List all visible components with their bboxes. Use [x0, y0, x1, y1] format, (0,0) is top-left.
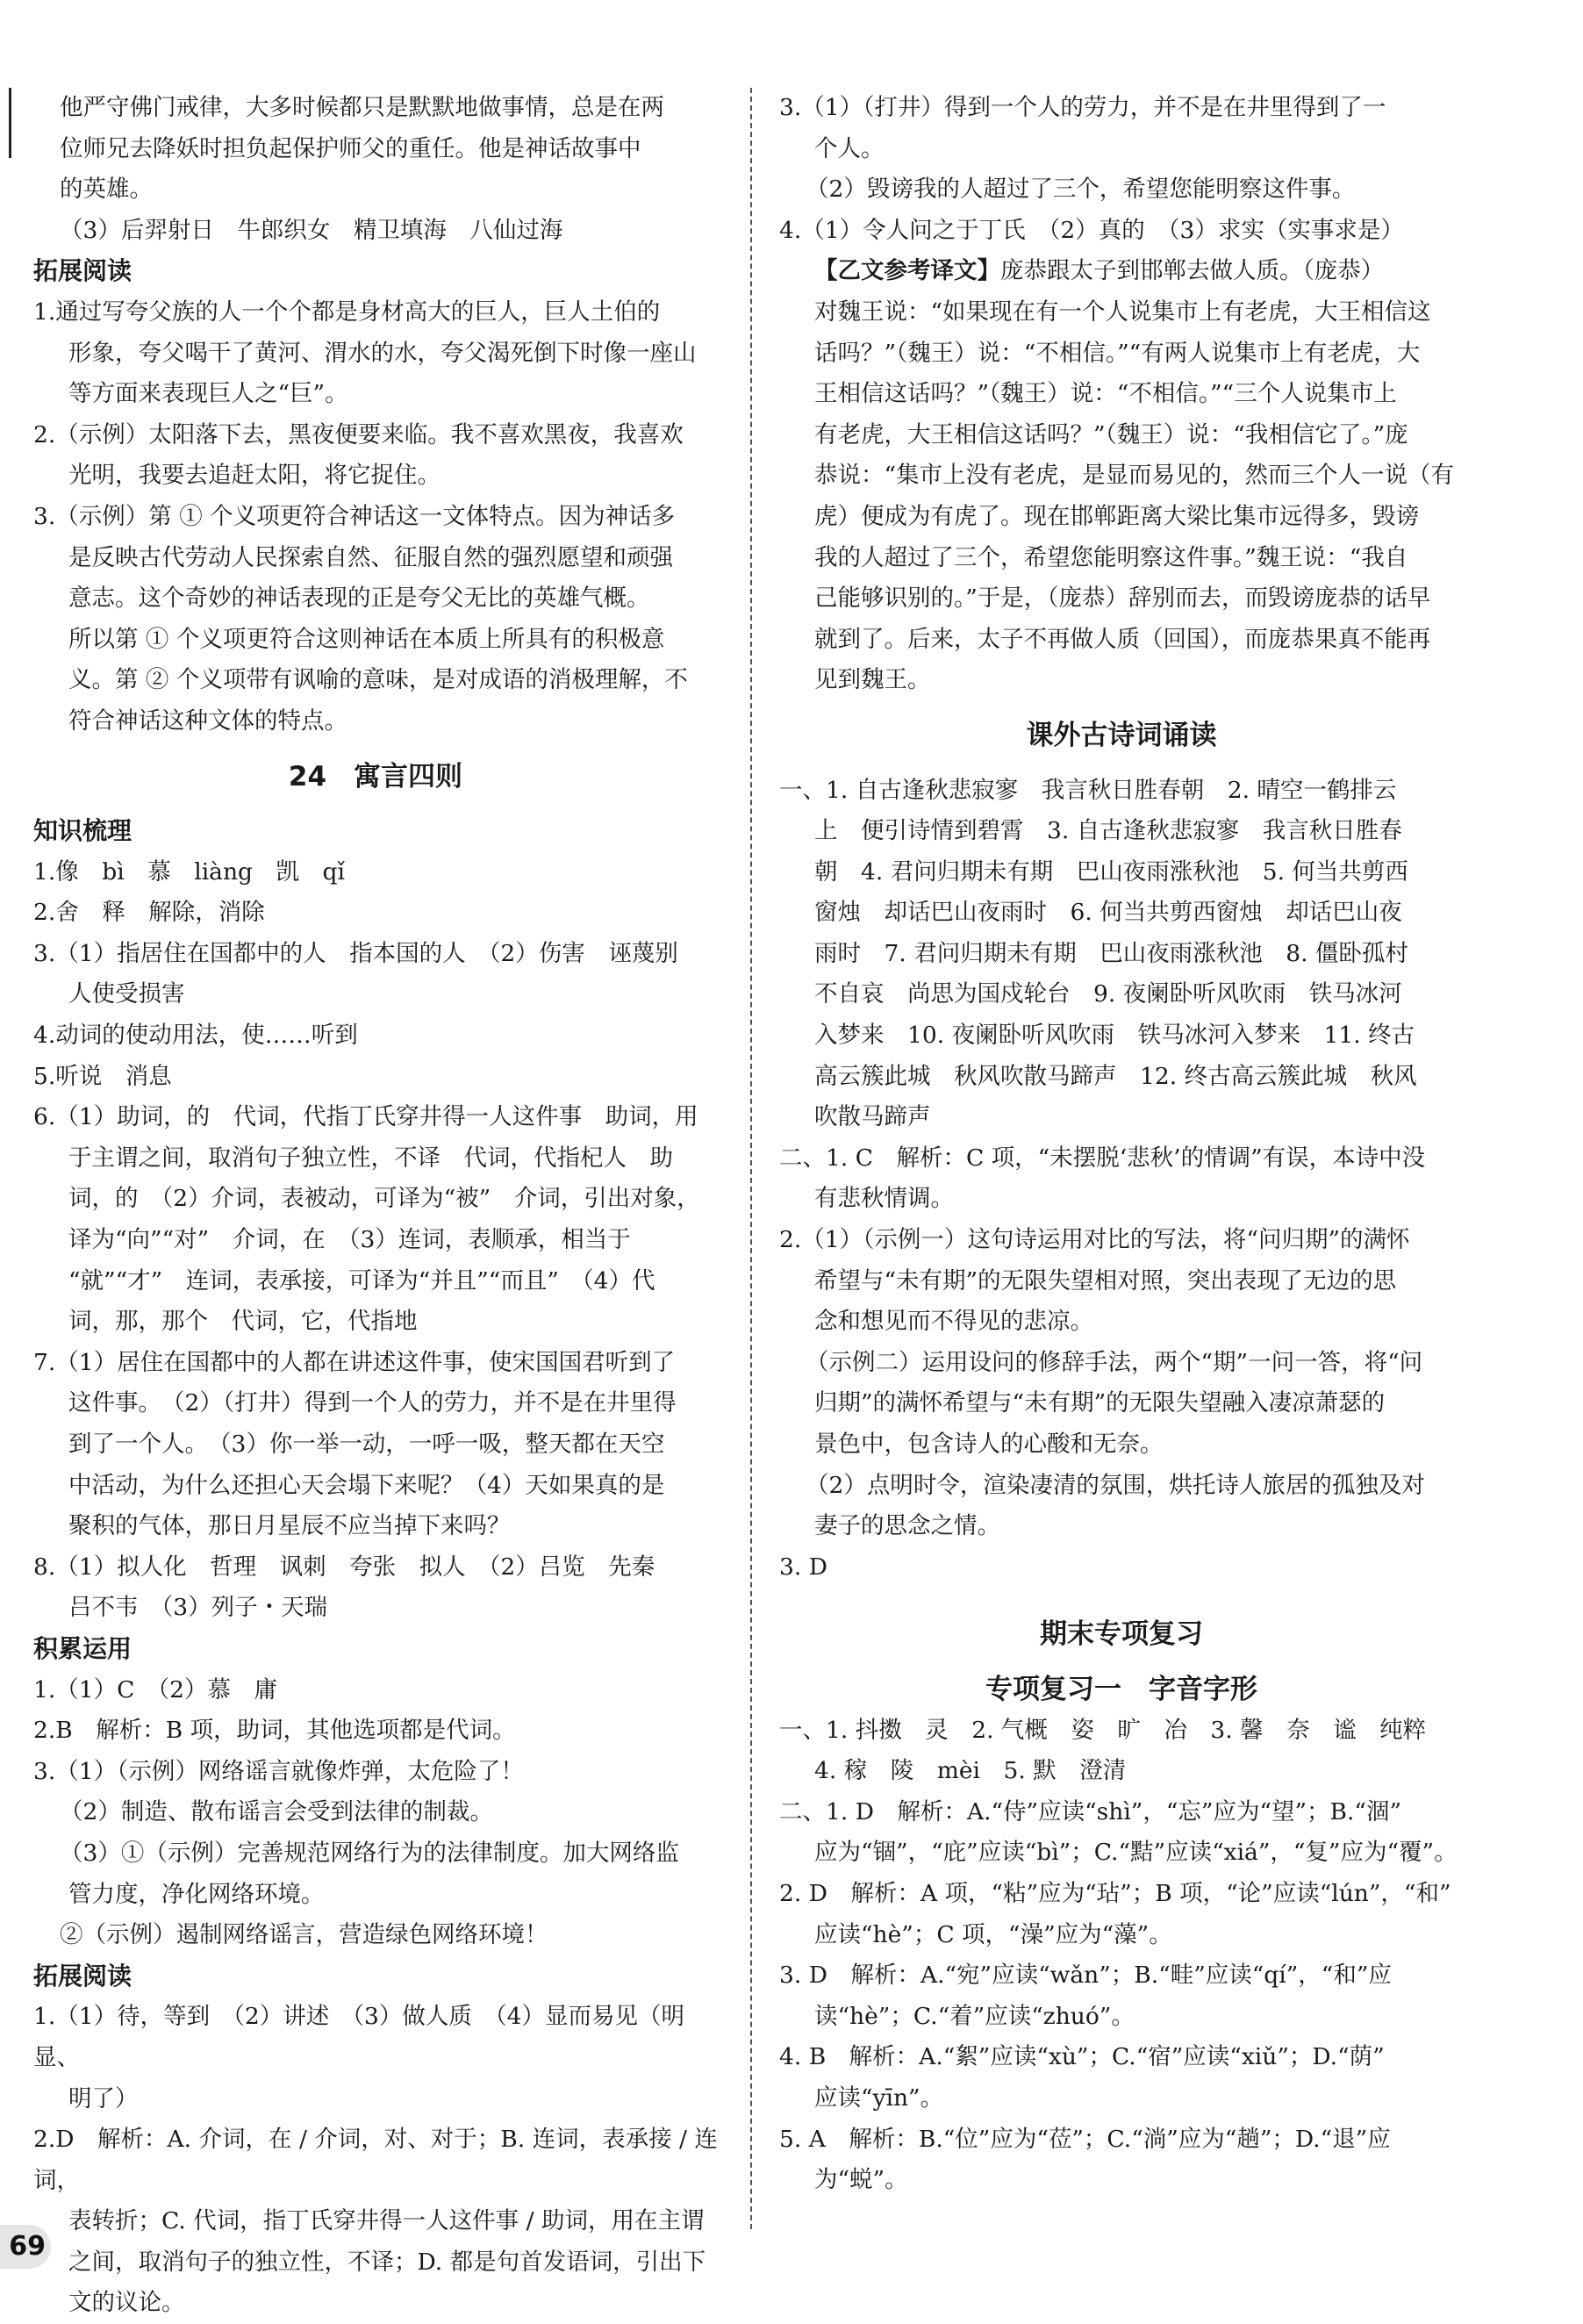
text-line: 2.B 解析：B 项，助词，其他选项都是代词。 — [33, 1717, 516, 1745]
text-line: 应读“yīn”。 — [814, 2084, 944, 2112]
text-line: 3.（1）（示例）网络谣言就像炸弹，太危险了！ — [33, 1757, 524, 1785]
text-line: 希望与“未有期”的无限失望相对照，突出表现了无边的思 — [814, 1266, 1397, 1295]
text-line: 窗烛 却话巴山夜雨时 6. 何当共剪西窗烛 却话巴山夜 — [814, 899, 1402, 927]
text-line: 恭说：“集市上没有老虎，是显而易见的，然而三个人一说（有 — [814, 462, 1455, 490]
text-line: 入梦来 10. 夜阑卧听风吹雨 铁马冰河入梦来 11. 终古 — [814, 1022, 1415, 1050]
binding-edge-mark — [9, 88, 11, 158]
text-line: 4. 稼 陵 mèi 5. 默 澄清 — [814, 1757, 1127, 1785]
text-line: 6.（1）助词，的 代词，代指丁氏穿井得一人这件事 助词，用 — [33, 1103, 698, 1131]
text-line: 应为“锢”，“庇”应读“bì”；C.“黠”应读“xiá”，“复”应为“覆”。 — [814, 1839, 1458, 1867]
section-heading-zhishi: 知识梳理 — [33, 816, 133, 846]
text-line: 上 便引诗情到碧霄 3. 自古逢秋悲寂寥 我言秋日胜春 — [814, 817, 1402, 845]
text-line: （示例二）运用设问的修辞手法，两个“期”一问一答，将“问 — [806, 1348, 1423, 1376]
text-line: 二、1. C 解析：C 项，“未摆脱‘悲秋’的情调”有误，本诗中没 — [779, 1144, 1426, 1172]
poetry-section-title: 课外古诗词诵读 — [1026, 719, 1217, 751]
column-divider — [750, 88, 752, 2229]
text-line: 7.（1）居住在国都中的人都在讲述这件事，使宋国国君听到了 — [33, 1348, 676, 1376]
text-line: 3. D 解析：A.“宛”应读“wǎn”；B.“畦”应读“qí”，“和”应 — [779, 1962, 1392, 1990]
text-line: 中活动，为什么还担心天会塌下来呢？（4）天如果真的是 — [68, 1471, 665, 1499]
text-line: 人使受损害 — [68, 980, 185, 1008]
text-line: 归期”的满怀希望与“未有期”的无限失望融入凄凉萧瑟的 — [814, 1389, 1386, 1417]
text-line: 1.（1）C （2）慕 庸 — [33, 1675, 278, 1704]
left-column — [33, 88, 718, 2324]
text-line: 3.（1）（打井）得到一个人的劳力，并不是在井里得到了一 — [779, 94, 1386, 121]
text-line: 虎）便成为有虎了。现在邯郸距离大梁比集市远得多，毁谤 — [814, 502, 1419, 530]
text-line: 3. D — [779, 1553, 827, 1581]
text-line: 到了一个人。 （3）你一举一动，一呼一吸，整天都在天空 — [68, 1431, 665, 1458]
section-heading-tuozhan-2: 拓展阅读 — [33, 1961, 133, 1990]
section-heading-tuozhan: 拓展阅读 — [33, 256, 133, 286]
text-line: ②（示例）遏制网络谣言，营造绿色网络环境！ — [60, 1921, 548, 1949]
text-line: 有悲秋情调。 — [814, 1185, 954, 1213]
text-line: 对魏王说：“如果现在有一个人说集市上有老虎，大王相信这 — [814, 298, 1431, 326]
text-line: 景色中，包含诗人的心酸和无奈。 — [814, 1431, 1164, 1458]
text-line: 念和想见而不得见的悲凉。 — [814, 1308, 1093, 1336]
text-line: 妻子的思念之情。 — [814, 1512, 1000, 1540]
text-line: 2.D 解析：A. 介词，在 / 介词，对、对于；B. 连词，表承接 / 连词， — [33, 2126, 718, 2194]
review-title: 期末专项复习 — [1040, 1618, 1203, 1651]
text-line: 有老虎，大王相信这话吗？”（魏王）说：“我相信它了。”庞 — [814, 420, 1408, 448]
text-line: 明了） — [68, 2084, 139, 2112]
text-line: 词，那，那个 代词，它，代指地 — [68, 1308, 418, 1336]
text-line: 雨时 7. 君问归期未有期 巴山夜雨涨秋池 8. 僵卧孤村 — [814, 939, 1408, 967]
text-line: （3）①（示例）完善规范网络行为的法律制度。加大网络监 — [60, 1839, 679, 1867]
section-heading-jilei: 积累运用 — [33, 1633, 133, 1663]
text-line: 这件事。 （2）（打井）得到一个人的劳力，并不是在井里得 — [68, 1389, 677, 1417]
text-line: 的英雄。 — [60, 176, 153, 204]
text-line: 吕不韦 （3）列子・天瑞 — [68, 1594, 328, 1622]
text-line: 义。第 ② 个义项带有讽喻的意味，是对成语的消极理解，不 — [68, 666, 688, 694]
text-line: 就到了。后来，太子不再做人质（回国），而庞恭果真不能再 — [814, 625, 1431, 653]
text-line: 2. D 解析：A 项，“粘”应为“玷”；B 项，“论”应读“lún”，“和” — [779, 1879, 1451, 1907]
text-line: 意志。这个奇妙的神话表现的正是夸父无比的英雄气概。 — [68, 585, 650, 613]
text-line: （2）制造、散布谣言会受到法律的制裁。 — [60, 1798, 493, 1826]
text-line: （2）点明时令，渲染凄清的氛围，烘托诗人旅居的孤独及对 — [806, 1471, 1425, 1499]
right-column — [779, 88, 1464, 2201]
text-line: 符合神话这种文体的特点。 — [68, 707, 347, 735]
text-line: 5.听说 消息 — [33, 1062, 172, 1090]
text-line: 于主谓之间，取消句子独立性，不译 代词，代指杞人 助 — [68, 1144, 673, 1172]
translation-label: 【乙文参考译文】 — [814, 257, 1000, 285]
text-line: 2.（示例）太阳落下去，黑夜便要来临。我不喜欢黑夜，我喜欢 — [33, 420, 684, 448]
text-line: 位师兄去降妖时担负起保护师父的重任。他是神话故事中 — [60, 134, 641, 162]
text-line: 4. B 解析：A.“絮”应读“xù”；C.“宿”应读“xiǔ”；D.“荫” — [779, 2043, 1385, 2071]
text-line: 光明，我要去追赶太阳，将它捉住。 — [68, 462, 441, 490]
text-line — [779, 251, 1464, 292]
review-subtitle: 专项复习一 字音字形 — [985, 1673, 1257, 1705]
text-line: “就”“才” 连词，表承接，可译为“并且”“而且” （4）代 — [68, 1266, 655, 1295]
text-line: 二、1. D 解析：A.“侍”应读“shì”，“忘”应为“望”；B.“涸” — [779, 1797, 1402, 1825]
translation-text: 庞恭跟太子到邯郸去做人质。（庞恭） — [1000, 257, 1385, 285]
text-line: 4.（1）令人问之于丁氏 （2）真的 （3）求实（实事求是） — [779, 216, 1404, 244]
text-line: 他严守佛门戒律，大多时候都只是默默地做事情，总是在两 — [60, 94, 664, 121]
text-line: 8.（1）拟人化 哲理 讽刺 夸张 拟人 （2）吕览 先秦 — [33, 1553, 655, 1581]
text-line: 词，的 （2）介词，表被动，可译为“被” 介词，引出对象， — [68, 1185, 700, 1213]
text-line: 5. A 解析：B.“位”应为“莅”；C.“淌”应为“趟”；D.“退”应 — [779, 2125, 1391, 2153]
text-line: 见到魏王。 — [814, 666, 931, 694]
text-line: 朝 4. 君问归期未有期 巴山夜雨涨秋池 5. 何当共剪西 — [814, 857, 1408, 886]
text-line: 1.像 bì 慕 liàng 凯 qǐ — [33, 857, 345, 886]
text-line: 王相信这话吗？”（魏王）说：“不相信。”“三个人说集市上 — [814, 380, 1397, 408]
text-line: 1.（1）待，等到 （2）讲述 （3）做人质 （4）显而易见（明显、 — [33, 2003, 684, 2071]
text-line: 2.舍 释 解除，消除 — [33, 899, 265, 927]
text-line: 等方面来表现巨人之“巨”。 — [68, 380, 348, 408]
text-line: 一、1. 自古逢秋悲寂寥 我言秋日胜春朝 2. 晴空一鹤排云 — [779, 776, 1397, 804]
text-line: 个人。 — [814, 134, 885, 162]
text-line: 高云簇此城 秋风吹散马蹄声 12. 终古高云簇此城 秋风 — [814, 1062, 1417, 1090]
text-line: 不自哀 尚思为国戍轮台 9. 夜阑卧听风吹雨 铁马冰河 — [814, 980, 1402, 1008]
text-line: 所以第 ① 个义项更符合这则神话在本质上所具有的积极意 — [68, 625, 665, 653]
text-line: （2）毁谤我的人超过了三个，希望您能明察这件事。 — [806, 176, 1356, 204]
text-line: 管力度，净化网络环境。 — [68, 1880, 325, 1908]
text-line: 文的议论。 — [68, 2289, 185, 2317]
text-line: 2.（1）（示例一）这句诗运用对比的写法，将“问归期”的满怀 — [779, 1226, 1410, 1254]
text-line: 3.（示例）第 ① 个义项更符合神话这一文体特点。因为神话多 — [33, 502, 676, 530]
text-line: 3.（1）指居住在国都中的人 指本国的人 （2）伤害 诬蔑别 — [33, 939, 678, 967]
text-line: 读“hè”；C.“着”应读“zhuó”。 — [814, 2002, 1135, 2030]
page-number: 69 — [0, 2225, 51, 2269]
lesson-title: 24 寓言四则 — [288, 760, 463, 793]
text-line: 话吗？”（魏王）说：“不相信。”“有两人说集市上有老虎，大 — [814, 339, 1421, 367]
text-line: 形象，夸父喝干了黄河、渭水的水，夸父渴死倒下时像一座山 — [68, 339, 697, 367]
text-line: 之间，取消句子的独立性，不译；D. 都是句首发语词，引出下 — [68, 2248, 706, 2276]
text-line: 译为“向”“对” 介词，在 （3）连词，表顺承，相当于 — [68, 1226, 631, 1254]
text-line: 1.通过写夸父族的人一个个都是身材高大的巨人，巨人土伯的 — [33, 298, 661, 326]
text-line: 表转折；C. 代词，指丁氏穿井得一人这件事 / 助词，用在主谓 — [68, 2207, 705, 2235]
text-line: 聚积的气体，那日月星辰不应当掉下来吗？ — [68, 1512, 511, 1540]
text-line: 4.动词的使动用法，使……听到 — [33, 1022, 358, 1050]
text-line: （3）后羿射日 牛郎织女 精卫填海 八仙过海 — [60, 216, 563, 244]
text-line: 是反映古代劳动人民探索自然、征服自然的强烈愿望和顽强 — [68, 543, 673, 571]
text-line: 己能够识别的。”于是，（庞恭）辞别而去，而毁谤庞恭的话早 — [814, 585, 1431, 613]
text-line: 应读“hè”；C 项，“澡”应为“藻”。 — [814, 1920, 1172, 1948]
text-line: 吹散马蹄声 — [814, 1103, 931, 1131]
text-line: 我的人超过了三个，希望您能明察这件事。”魏王说：“我自 — [814, 543, 1408, 571]
text-line: 一、1. 抖擞 灵 2. 气概 姿 旷 冶 3. 馨 奈 谧 纯粹 — [779, 1716, 1427, 1744]
text-line: 为“蜕”。 — [814, 2166, 908, 2194]
